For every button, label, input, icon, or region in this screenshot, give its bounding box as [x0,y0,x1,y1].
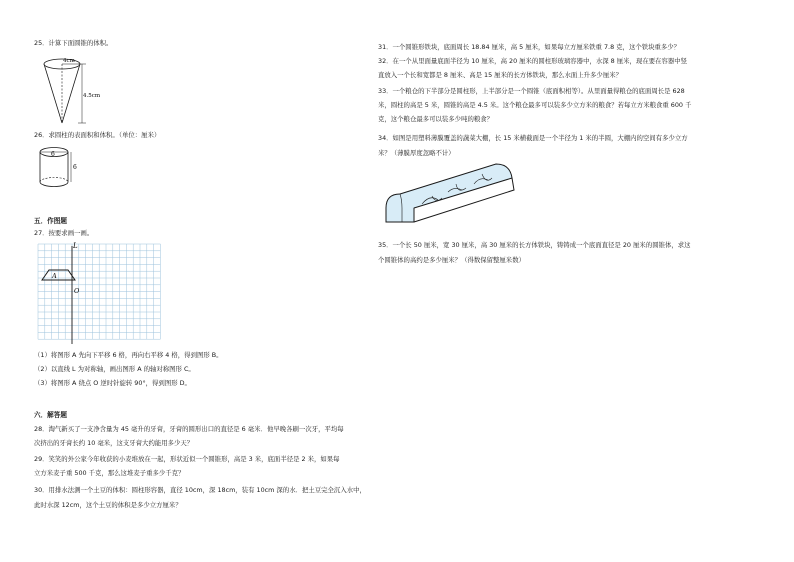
cylinder-figure [36,145,86,191]
cylinder-diameter-label: 6 [51,151,55,158]
question-32-line-2: 直放入一个长和宽都是 8 厘米、高是 15 厘米的长方体铁块，那么水面上升多少厘米？ [378,71,622,79]
question-28-line-1: 28．淘气新买了一支净含量为 45 毫升的牙膏，牙膏的圆形出口的直径是 6 毫米．他早晚各刷一次牙，平均每 [34,425,344,433]
question-35-line-2: 个圆锥体的高约是多少厘米？（得数保留整厘米数） [378,256,525,264]
cone-height-label: 4.5cm [83,93,101,99]
grid-label-A: A [52,272,57,280]
question-27: 27．按要求画一画。 [34,229,94,237]
cone-figure [42,55,112,127]
greenhouse-figure [378,160,528,230]
grid-label-O: O [74,287,80,295]
question-25: 25．计算下面圆锥的体积。 [34,39,113,47]
grid-figure [34,240,169,346]
question-27-part-3: （3）将图形 A 绕点 O 逆时针旋转 90°，得到图形 D。 [34,379,191,387]
cone-radius-label: 4cm [63,58,75,64]
question-30-line-2: 此时水深 12cm，这个土豆的体积是多少立方厘米？ [34,501,182,509]
question-27-part-1: （1）将图形 A 先向下平移 6 格，再向右平移 4 格，得到图形 B。 [34,351,223,359]
question-32-line-1: 32．在一个从里面量底面半径为 10 厘米，高 20 厘米的圆柱形玻璃容器中，水深 8 厘米，现在要在容器中竖 [378,57,688,65]
question-34-line-2: 米？（薄膜厚度忽略不计） [378,149,455,157]
question-29-line-2: 立方米麦子重 500 千克，那么这堆麦子重多少千克？ [34,469,185,477]
question-33-line-3: 克，这个粮仓最多可以装多少吨的粮食？ [378,115,494,123]
section-5-heading: 五．作图题 [34,217,67,225]
question-33-line-2: 米，圆柱的高是 5 米，圆锥的高是 4.5 米。这个粮仓最多可以装多少立方米的粮食？若每立方米粮食重 600 千 [378,101,692,109]
grid-label-L: L [73,242,78,250]
question-28-line-2: 次挤出的牙膏长约 10 毫米，这支牙膏大约能用多少天？ [34,439,194,447]
question-30-line-1: 30．用排水法测一个土豆的体积：圆柱形容器，直径 10cm，深 18cm，装有 10cm 深的水．把土豆完全沉入水中， [34,486,366,494]
question-34-line-1: 34．如图是用塑料薄膜覆盖的蔬菜大棚，长 15 米横截面是一个半径为 1 米的半圆，大棚内的空间有多少立方 [378,134,688,142]
question-27-part-2: （2）以直线 L 为对称轴，画出图形 A 的轴对称图形 C。 [34,365,195,373]
question-33-line-1: 33．一个粮仓的下半部分是圆柱形，上半部分是一个圆锥（底面积相等）。从里面量得粮仓的底面周长是 628 [378,87,685,95]
question-29-line-1: 29．笑笑的外公家今年收获的小麦堆放在一起，形状近似一个圆锥形，高是 3 米，底面半径是 2 米，如果每 [34,455,340,463]
section-6-heading: 六．解答题 [34,411,67,419]
cylinder-height-label: 6 [73,164,77,171]
question-31: 31．一个圆锥形铁块，底面周长 18.84 厘米，高 5 厘米，如果每立方厘米铁重 7.8 克，这个铁块重多少？ [378,43,681,51]
question-35-line-1: 35．一个长 50 厘米，宽 30 厘米，高 30 厘米的长方体铁块，铸铸成一个底面直径是 20 厘米的圆锥体，求这 [378,241,691,249]
question-26: 26．求圆柱的表面积和体积。（单位：厘米） [34,131,161,139]
